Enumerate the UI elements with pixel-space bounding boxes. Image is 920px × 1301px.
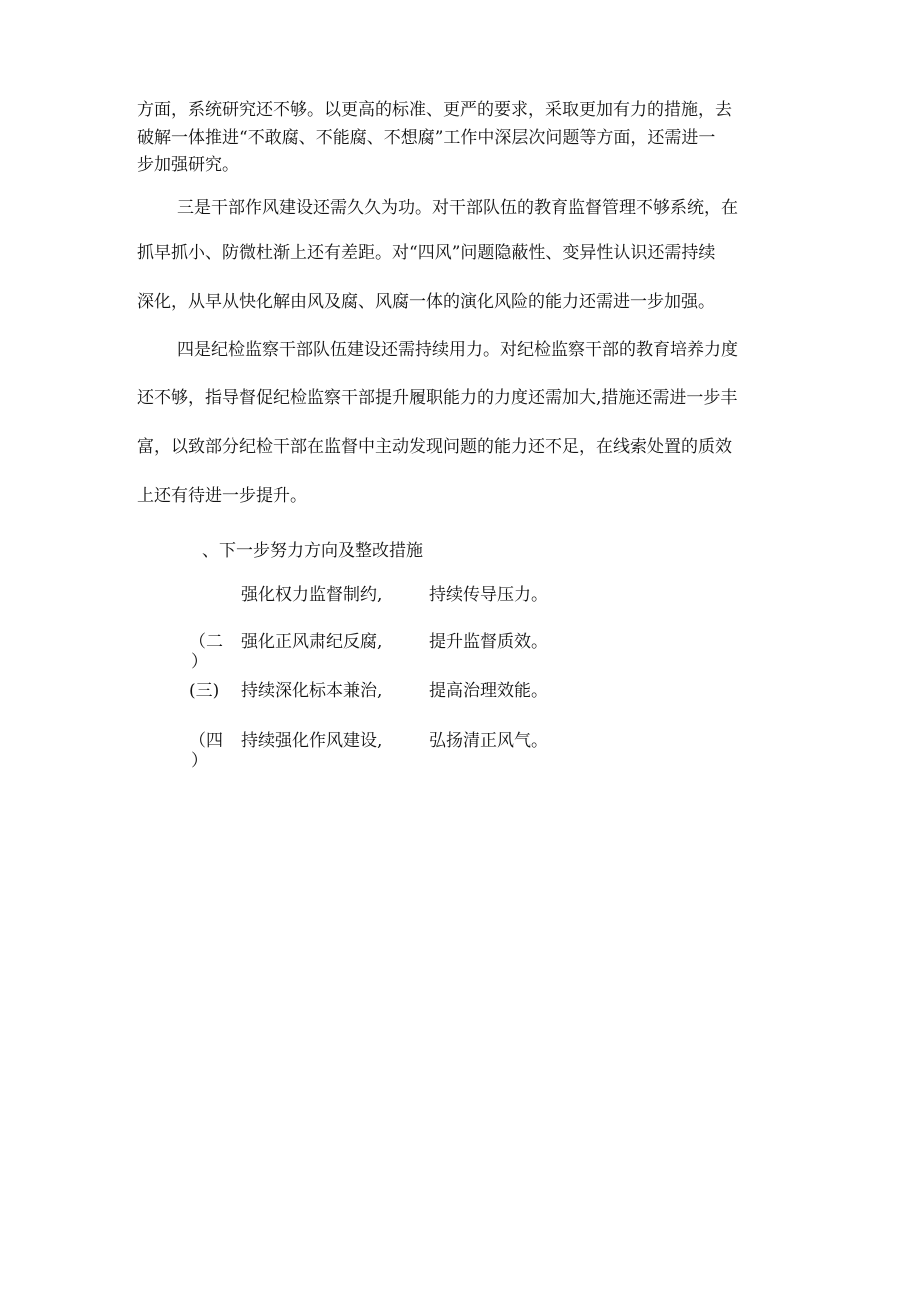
measure-number [189,729,233,771]
paragraph-line: 抓早抓小、防微杜渐上还有差距。对“四风”问题隐蔽性、变异性认识还需持续 [137,243,716,263]
measure-goal: 提升监督质效。 [429,632,548,652]
paragraph-line: 上还有待进一步提升。 [137,486,307,506]
paragraph-line: 方面，系统研究还不够。以更高的标准、更严的要求，采取更加有力的措施，去 [137,100,732,120]
paragraph-line: 四是纪检监察干部队伍建设还需持续用力。对纪检监察干部的教育培养力度 [177,340,738,360]
measure-number-close: ） [191,751,208,771]
measure-action: 强化正风肃纪反腐, [241,632,383,652]
measure-number-close: ） [191,652,208,672]
section-heading: 、下一步努力方向及整改措施 [202,541,423,561]
measure-goal: 弘扬清正风气。 [429,731,548,751]
paragraph-line: 富，以致部分纪检干部在监督中主动发现问题的能力还不足，在线索处置的质效 [137,437,732,457]
measure-number [189,679,233,703]
paragraph-line: 破解一体推进“不敢腐、不能腐、不想腐”工作中深层次问题等方面，还需进一 [137,128,716,148]
paragraph-line: 步加强研究。 [137,155,239,175]
paragraph-line: 深化，从早从快化解由风及腐、风腐一体的演化风险的能力还需进一步加强。 [137,292,715,312]
measure-number-open: （四 [189,731,223,751]
measure-action: 持续深化标本兼治, [241,681,383,701]
measure-number-open: （二 [189,632,223,652]
paragraph-line: 还不够，指导督促纪检监察干部提升履职能力的力度还需加大,措施还需进一步丰 [137,388,738,408]
measure-action: 强化权力监督制约, [241,585,383,605]
measure-number-open: (三) [189,681,220,701]
measure-action: 持续强化作风建设, [241,731,383,751]
measure-goal: 提高治理效能。 [429,681,548,701]
measure-number [189,630,233,672]
paragraph-line: 三是干部作风建设还需久久为功。对干部队伍的教育监督管理不够系统，在 [177,198,738,218]
measure-goal: 持续传导压力。 [429,585,548,605]
